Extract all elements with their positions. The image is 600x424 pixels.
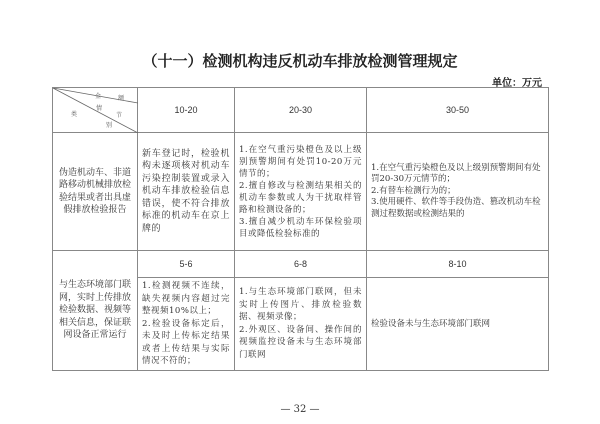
penalty-table <box>52 87 549 371</box>
corner-label-circumstance-1: 情 <box>96 105 103 112</box>
page-number: — 32 — <box>280 404 320 415</box>
range-header: 5-6 <box>138 251 235 278</box>
corner-label-category-1: 类 <box>71 111 78 118</box>
unit-label: 单位：万元 <box>492 78 542 89</box>
penalty-cell: 1.检测视频不连续，缺失视频内容超过完整视频10%以上； 2.检验设备标定后，未及时上传标定结果或者上传结果与实际情况不符的； <box>138 278 235 371</box>
corner-label-category-2: 别 <box>106 122 113 129</box>
range-header: 20-30 <box>235 88 367 133</box>
table-row <box>53 133 549 251</box>
penalty-cell: 新车登记时，检验机构未逐项核对机动车污染控制装置或录入机动车排放检验信息错误，使不符合排放标准的机动车在京上牌的 <box>138 133 235 251</box>
header-row <box>53 88 549 133</box>
corner-label-amount-2: 额 <box>118 95 125 102</box>
corner-label-amount-1: 金 <box>95 93 102 100</box>
sub-header-row <box>53 251 549 278</box>
range-header: 30-50 <box>367 88 549 133</box>
category-cell: 与生态环境部门联网，实时上传排放检验数据、视频等相关信息，保证联网设备正常运行 <box>53 251 138 371</box>
range-header: 6-8 <box>235 251 367 278</box>
page-title: （十一）检测机构违反机动车排放检测管理规定 <box>142 52 458 70</box>
category-cell: 伪造机动车、非道路移动机械排放检验结果或者出具虚假排放检验报告 <box>53 133 138 251</box>
range-header: 8-10 <box>367 251 549 278</box>
corner-label-circumstance-2: 节 <box>116 112 123 119</box>
penalty-cell: 检验设备未与生态环境部门联网 <box>367 278 549 371</box>
penalty-cell: 1.在空气重污染橙色及以上级别预警期间有处罚10-20万元情节的； 2.擅自修改与检测结果相关的机动车参数或人为干扰取样管路和检测设备的； 3.擅自减少机动车环保检验项目或降低检验标准的 <box>235 133 367 251</box>
diagonal-header-cell <box>53 88 138 133</box>
penalty-cell: 1.与生态环境部门联网，但未实时上传图片、排放检验数据、视频录像； 2.外观区、设备间、操作间的视频监控设备未与生态环境部门联网 <box>235 278 367 371</box>
range-header: 10-20 <box>138 88 235 133</box>
penalty-cell: 1.在空气重污染橙色及以上级别预警期间有处罚20-30万元情节的； 2.有替车检测行为的； 3.使用硬件、软件等手段伪造、篡改机动车检测过程数据或检测结果的 <box>367 133 549 251</box>
